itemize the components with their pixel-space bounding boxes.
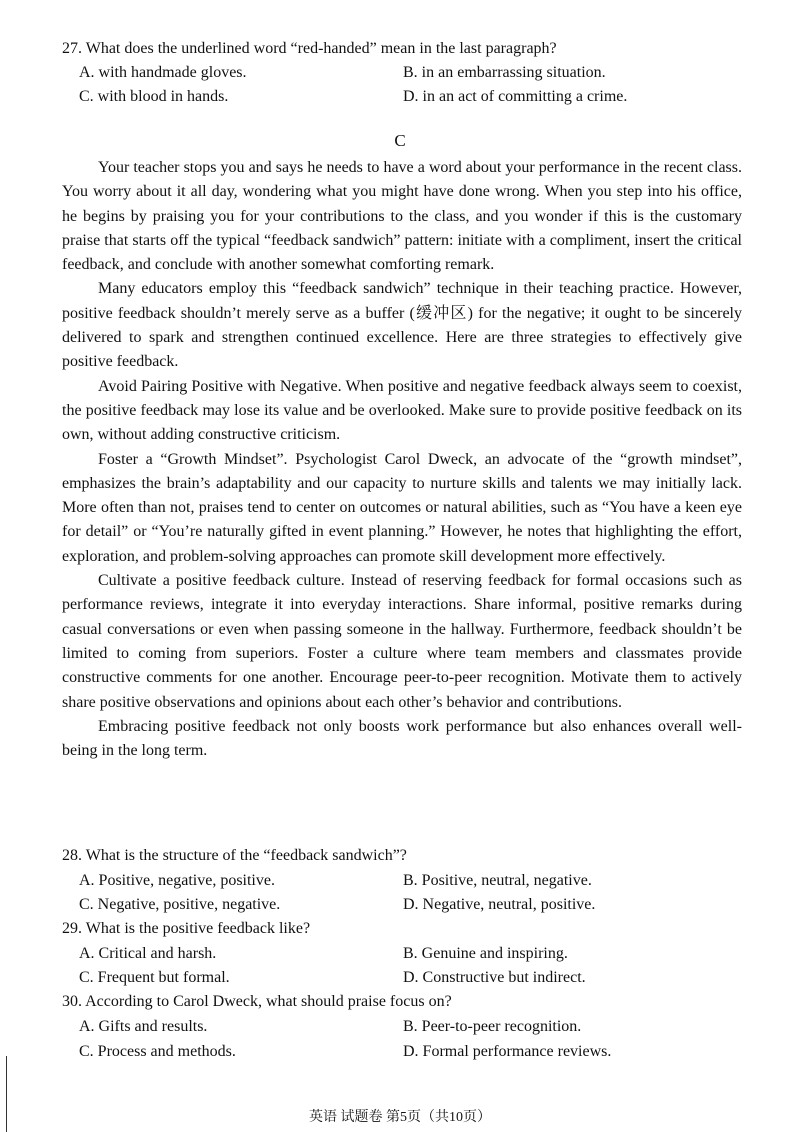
question-27-option-b: B. in an embarrassing situation. — [403, 64, 606, 81]
passage-paragraph: Foster a “Growth Mindset”. Psychologist Carol Dweck, an advocate of the “growth mindset”, emphasizes the brain’s adaptability and our capacity to nurture skills and talents we may initially lack. More often than not, praises tend to center on outcomes or natural abilities, such as “You have a keen eye for detail” or “You’re naturally gifted in event planning.” However, he notes that highlighting the effort, exploration, and problem-solving approaches can promote skill development more effectively. — [62, 450, 742, 565]
question-28-option-d: D. Negative, neutral, positive. — [403, 896, 596, 913]
question-28-option-b: B. Positive, neutral, negative. — [403, 872, 592, 889]
question-30-option-b: B. Peer-to-peer recognition. — [403, 1018, 582, 1035]
passage-paragraph: Embracing positive feedback not only boosts work performance but also enhances overall well-being in the long term. — [62, 717, 742, 760]
passage-paragraph: Your teacher stops you and says he needs to have a word about your performance in the recent class. You worry about it all day, wondering what you might have done wrong. When you step into his office, he begins by praising you for your contributions to the class, and you wonder if this is the customary praise that starts off the typical “feedback sandwich” pattern: initiate with a compliment, insert the critical feedback, and conclude with another somewhat comforting remark. — [62, 159, 742, 274]
question-30-stem: 30. According to Carol Dweck, what should praise focus on? — [62, 993, 452, 1010]
section-label: C — [394, 131, 406, 150]
question-27-term: “red-handed” — [290, 40, 377, 57]
question-29-option-a: A. Critical and harsh. — [79, 945, 217, 962]
passage-paragraph: Many educators employ this “feedback sandwich” technique in their teaching practice. However, positive feedback shouldn’t merely serve as a buffer (缓冲区) for the negative; it ought to be sincerely delivered to spark and strengthen continued excellence. Here are three strategies to effectively give positive feedback. — [62, 280, 742, 371]
question-28-stem: 28. What is the structure of the “feedback sandwich”? — [62, 847, 407, 864]
question-29-option-c: C. Frequent but formal. — [79, 969, 230, 986]
page-footer: 英语 试题卷 第5页（共10页） — [309, 1110, 491, 1125]
question-27-stem — [62, 37, 557, 61]
question-30-option-a: A. Gifts and results. — [79, 1018, 208, 1035]
question-30-option-d: D. Formal performance reviews. — [403, 1043, 612, 1060]
question-29-option-d: D. Constructive but indirect. — [403, 969, 586, 986]
question-28-option-a: A. Positive, negative, positive. — [79, 872, 275, 889]
question-27-option-d: D. in an act of committing a crime. — [403, 88, 628, 105]
question-27-option-c: C. with blood in hands. — [79, 88, 229, 105]
passage-paragraph: Avoid Pairing Positive with Negative. When positive and negative feedback always seem to coexist, the positive feedback may lose its value and be overlooked. Make sure to provide positive feedback on its own, without adding constructive criticism. — [62, 377, 742, 444]
question-27-stem-prefix: 27. What does the underlined word — [62, 40, 291, 57]
passage-paragraph: Cultivate a positive feedback culture. Instead of reserving feedback for formal occasions such as performance reviews, integrate it into everyday interactions. Share informal, positive remarks during casual conversations or even when passing someone in the hallway. Furthermore, feedback shouldn’t be limited to coming from superiors. Foster a culture where team members and classmates provide constructive comments for one another. Encourage peer-to-peer recognition. Motivate them to actively share positive observations and opinions about each other’s behavior and contributions. — [62, 572, 742, 711]
question-28-option-c: C. Negative, positive, negative. — [79, 896, 281, 913]
question-30-option-c: C. Process and methods. — [79, 1043, 236, 1060]
reading-passage — [62, 156, 742, 763]
question-29-stem: 29. What is the positive feedback like? — [62, 920, 311, 937]
question-29-option-b: B. Genuine and inspiring. — [403, 945, 568, 962]
question-27-option-a: A. with handmade gloves. — [79, 64, 247, 81]
question-27-stem-suffix: mean in the last paragraph? — [376, 40, 557, 57]
